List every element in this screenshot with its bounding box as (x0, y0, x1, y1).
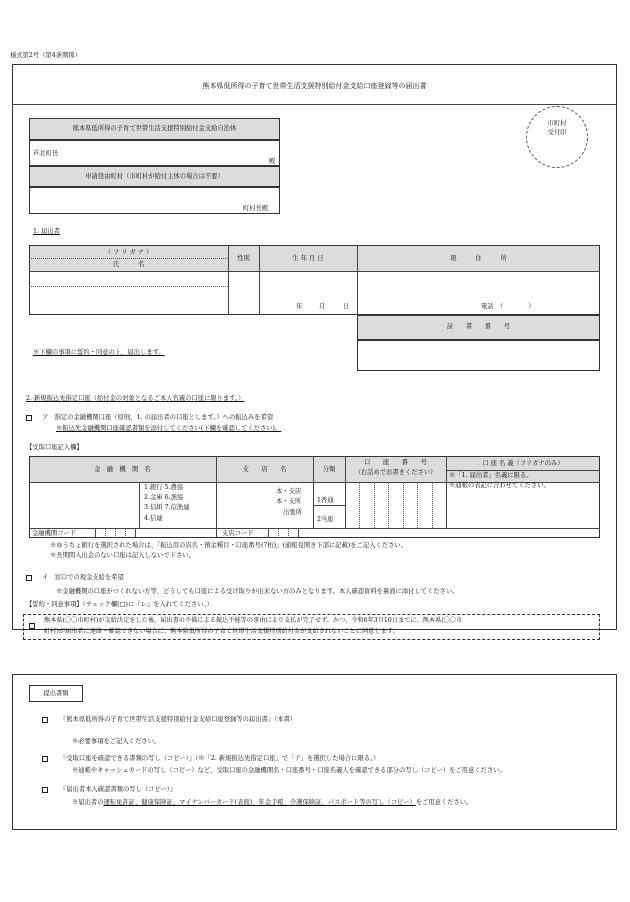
option-a-note: ※振込先金融機関口座確認書類を添付してください(下欄を確認してください)。 (56, 425, 282, 432)
branch-type-3: 出張所 (283, 509, 302, 516)
branch-code-label: 支店コード (222, 530, 254, 537)
pledge-line1: 熊本県(〇〇市町村)が支給決定をした後、届出書の不備による振込不能等の事由により支払が完了せず、かつ、令和6年3月10日までに、熊本県(〇〇市 (44, 617, 463, 624)
pledge-checkbox[interactable] (29, 623, 35, 629)
pledge-line2: 町村)が届出者に連絡・確認できない場合に、熊本県低所得の子育て世帯生活支援特別給付金が支給されないことに同意します。 (44, 628, 399, 635)
account-heading: 【受取口座記入欄】 (26, 444, 83, 451)
documents-heading: 提出書類 (43, 690, 69, 697)
option-a: ア 指定の金融機関口座（原則、1. の届出者の口座とします。）への振込みを希望 (42, 414, 274, 421)
doc2-checkbox[interactable] (42, 756, 48, 762)
option-b: イ 窓口での現金支給を希望 (42, 574, 124, 581)
recipient-field[interactable] (29, 140, 280, 166)
via-municipality-label: 申請経由町村（市町村が給付主体の場合は不要） (85, 173, 224, 180)
cert-number-label: 証 書 番 号 (447, 323, 510, 330)
doc1: 『熊本県低所得の子育て世帯生活支援特別給付金支給口座登録等の届出書』（本書） (60, 716, 297, 723)
cert-number-field[interactable] (357, 340, 600, 371)
pledge-heading: 【誓約・同意事項】（チェック欄(□)に『レ』を入れてください。） (26, 601, 213, 608)
consent-note: ※下欄の事項に誓約・同意の上、届出します。 (33, 349, 165, 356)
form-number: 様式第2号（第4条関係） (10, 52, 81, 59)
stamp-line1: 市町村 (547, 120, 567, 127)
yucho-note: ※ゆうちょ銀行を選択された場合は、「振込用の店名・預金種目・口座番号(7桁)」(通帳見開き下部に記載)をご記入ください。 (50, 542, 408, 549)
doc3: 『届出者本人確認書類の写し（コピー）』 (60, 786, 177, 793)
holder-note-1: ※「1. 届出者」名義に限る。 (449, 472, 533, 479)
bank-code-label: 金融機関コード (32, 530, 77, 537)
account-type-header: 分類 (322, 466, 336, 473)
reception-stamp (526, 106, 588, 168)
option-b-checkbox[interactable] (26, 575, 32, 581)
month-label: 月 (319, 303, 326, 310)
holder-note-2: ※通帳の表記に合わせてください。 (449, 482, 550, 489)
doc3-checkbox[interactable] (42, 787, 48, 793)
form-title: 熊本県低所得の子育て世帯生活支援特別給付金支給口座登録等の届出書 (202, 82, 427, 90)
bank-type-2: 2.金庫 6.漁協 (144, 494, 184, 501)
bank-type-4: 4.信連 (144, 515, 163, 522)
address-label: 現 住 所 (450, 255, 507, 262)
doc3-note: ※届出者の運転免許証、健康保険証、マイナンバーカード(表面)、年金手帳、介護保険証、パスポート等の写し（コピー）をご用意ください。 (72, 799, 473, 806)
phone-label: 電話 （ ） (481, 303, 535, 310)
section2-heading: 2. 新規振込先指定口座（給付金の対象となるご本人名義の口座に限ります。） (26, 395, 245, 402)
sex-label: 性別 (237, 255, 250, 262)
doc2: 『受取口座を確認できる書類の写し（コピー）』（※「2. 新規振込先指定口座」で「ア」を選択した場合に限る。） (60, 755, 380, 762)
account-number-header: 口 座 番 号 (364, 459, 427, 466)
option-a-checkbox[interactable] (26, 415, 32, 421)
doc1-note: ※必要事項をご記入ください。 (72, 738, 161, 745)
year-label: 年 (296, 303, 303, 310)
doc2-note: ※通帳やキャッシュカードの写し（コピー）など、受取口座の金融機関名・口座番号・口座名義人を確認できる部分の写し（コピー）をご用意ください。 (72, 767, 506, 774)
bank-name-header: 金 融 機 関 名 (94, 466, 151, 473)
branch-type-2: 本・支所 (276, 498, 302, 505)
option-b-note: ※金融機関の口座がつくれない方等、どうしても口座による受け取りが出来ない方のみとなります。本人確認資料を裏面に添付してください。 (56, 588, 459, 595)
section1-heading: 1. 届出者 (33, 228, 60, 235)
stamp-line2: 受付印 (547, 129, 567, 136)
branch-name-header: 支 店 名 (242, 466, 287, 473)
dono-1: 殿 (269, 158, 276, 165)
account-holder-header: 口 座 名 義（フリガナのみ） (482, 460, 564, 467)
branch-type-1: 本・支店 (276, 488, 302, 495)
furigana-label: （ フ リ ガ ナ ） (104, 249, 153, 256)
bank-type-1: 1.銀行 5.農協 (144, 484, 184, 491)
doc1-checkbox[interactable] (42, 717, 48, 723)
dono-2: 町村長殿 (243, 205, 269, 212)
birthdate-label: 生 年 月 日 (292, 255, 324, 262)
acct-type-1: 1普通 (317, 497, 334, 504)
authority-label: 熊本県低所得の子育て世帯生活支援特別給付金支給自治体 (72, 125, 237, 132)
bank-type-3: 3.信組 7.信漁連 (144, 504, 190, 511)
acct-type-2: 2当座 (317, 516, 334, 523)
account-number-subheader: （右詰めでお書きください） (354, 469, 437, 476)
no-transfer-note: ※長期間入出金のない口座は記入しないで下さい。 (50, 552, 195, 559)
recipient: 芦北町長 (33, 150, 59, 157)
name-label: 氏 名 (112, 261, 145, 268)
day-label: 日 (343, 303, 350, 310)
